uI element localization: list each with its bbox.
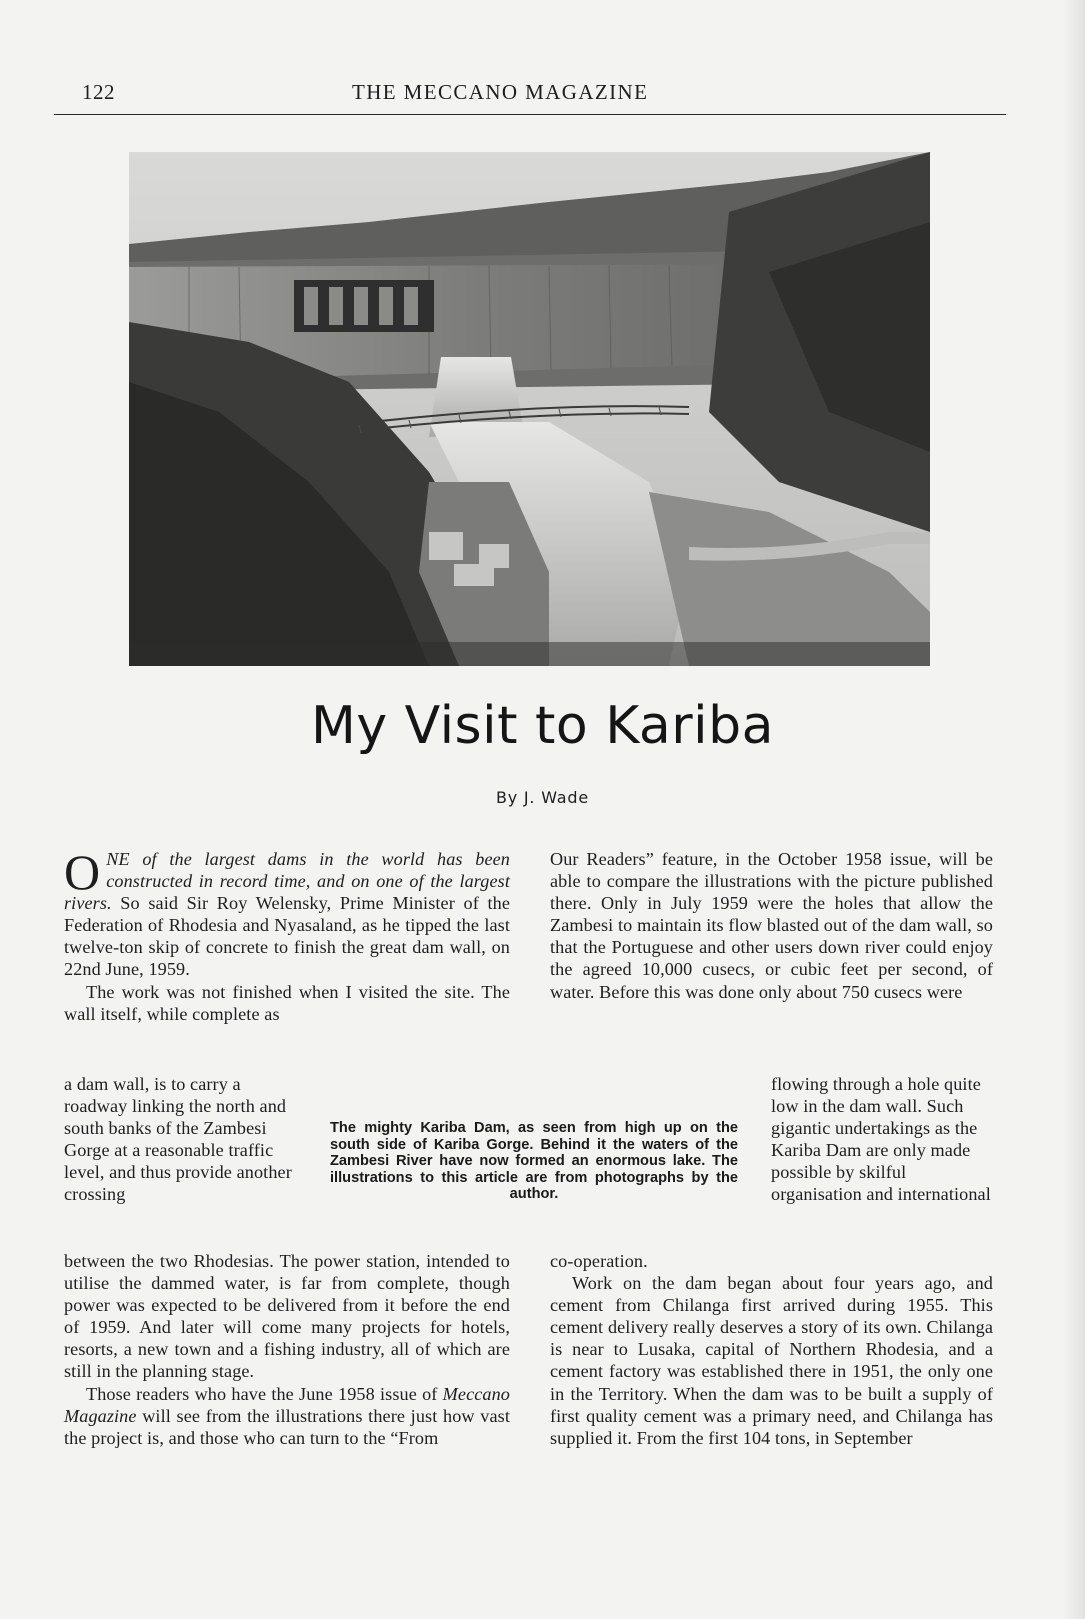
- article-title: My Visit to Kariba: [311, 696, 774, 756]
- right-column-bottom: [550, 1250, 993, 1449]
- paragraph-flowing: flowing through a hole quite low in the dam wall. Such gigantic undertakings as the Kariba Dam are only made possible by skilful organisation and international: [771, 1074, 991, 1205]
- running-head: THE MECCANO MAGAZINE: [352, 80, 649, 104]
- opening-quote: NE of the largest dams in the world has been constructed in record time, and on one of the largest rivers.: [64, 849, 510, 914]
- paragraph-power-station: between the two Rhodesias. The power station, intended to utilise the dammed water, is far from complete, though power was expected to be delivered from it before the end of 1959. And later will come many projects for hotels, resorts, a new town and a fishing industry, all of which are still in the planning stage.: [64, 1251, 510, 1382]
- kariba-dam-photo: [129, 152, 930, 666]
- photo-caption: The mighty Kariba Dam, as seen from high up on the south side of Kariba Gorge. Behind it the waters of the Zambesi River have now formed an enormous lake. The illustrations to this article are from photographs by the author.: [330, 1120, 738, 1202]
- page-number: 122: [82, 80, 115, 104]
- left-column-bottom: [64, 1250, 510, 1449]
- left-column-top: [64, 844, 510, 1025]
- paragraph-cooperation: co-operation.: [550, 1251, 648, 1271]
- page-edge-shadow: [1063, 0, 1085, 1619]
- right-column-top: [550, 848, 993, 1003]
- opening-paragraph-rest: So said Sir Roy Welensky, Prime Minister of the Federation of Rhodesia and Nyasaland, as he tipped the last twelve-ton skip of concrete to finish the great dam wall, on 22nd June, 1959.: [64, 893, 510, 980]
- right-column-narrow: [771, 1073, 993, 1206]
- paragraph-roadway: a dam wall, is to carry a roadway linking the north and south banks of the Zambesi Gorge at a reasonable traffic level, and thus provide another crossing: [64, 1074, 292, 1205]
- byline: By J. Wade: [495, 788, 590, 807]
- drop-cap: O: [64, 844, 101, 900]
- magazine-name: Meccano Magazine: [64, 1383, 510, 1426]
- readers-text-start: Those readers who have the June 1958 issue of: [86, 1383, 443, 1404]
- paragraph-our-readers: Our Readers” feature, in the October 1958 issue, will be able to compare the illustrations with the picture published there. Only in July 1959 were the holes that allow the Zambesi to maintain its flow blasted out of the dam wall, so that the Portuguese and other users down river could enjoy the agreed 10,000 cusecs, or cubic feet per second, of water. Before this was done only about 750 cusecs were: [550, 849, 993, 1002]
- header-rule: [54, 114, 1006, 115]
- paragraph-cement: Work on the dam began about four years ago, and cement from Chilanga first arrived during 1955. This cement delivery really deserves a story of its own. Chilanga is near to Lusaka, capital of Northern Rhodesia, and a cement factory was established there in 1951, the only one in the Territory. When the dam was to be built a supply of first quality cement was a primary need, and Chilanga has supplied it. From the first 104 tons, in September: [550, 1273, 993, 1448]
- paragraph-readers: [64, 1383, 510, 1449]
- paragraph-work-not-finished: The work was not finished when I visited the site. The wall itself, while complete as: [64, 981, 510, 1024]
- opening-paragraph: [64, 844, 510, 981]
- left-column-narrow: [64, 1073, 292, 1206]
- readers-text-rest: will see from the illustrations there just how vast the project is, and those who can turn to the “From: [64, 1405, 510, 1448]
